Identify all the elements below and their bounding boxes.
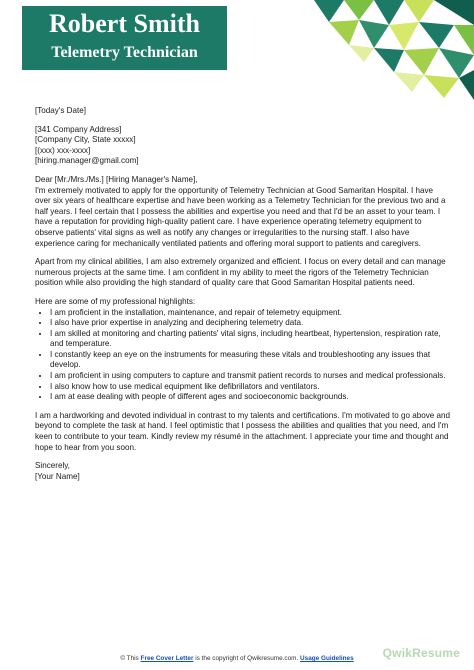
closing-paragraph: I am a hardworking and devoted individual in contrast to my talents and certifications. I'm motivated to go above and beyond to complete the task at hand. I feel optimistic that I possess the abilities and qualities that you need, and I'm keen to contribute to your team. Kindly review my résumé in the attachment. I appreciate your time and thought and hope to hear from you soon. [35,410,451,452]
highlight-item: • I am proficient in using computers to capture and transmit patient records to nurses and medical professionals. [50,371,450,382]
signoff: Sincerely, [35,461,70,471]
applicant-name: Robert Smith [49,9,200,38]
footer-middle: is the copyright of Qwikresume.com. [195,655,299,662]
highlight-item: • I also know how to use medical equipment like defibrillators and ventilators. [50,382,450,393]
salutation: Dear [Mr./Mrs./Ms.] [Hiring Manager's Name], [35,174,198,184]
highlight-item: • I am proficient in the installation, maintenance, and repair of telemetry equipment. [50,308,450,319]
paragraph: Apart from my clinical abilities, I am also extremely organized and efficient. I focus on every detail and can manage numerous projects at the same time. I am confident in my ability to meet the rigors of the Telemetry Technician position while also providing the high standard of quality care that Good Samaritan Hospital patients need. [35,257,446,288]
highlight-item: • I constantly keep an eye on the instruments for measuring these vitals and troubleshooting any issues that develop. [50,350,450,371]
address-line: [hiring.manager@gmail.com] [35,156,139,166]
paragraph: I'm extremely motivated to apply for the opportunity of Telemetry Technician at Good Samaritan Hospital. I have over six years of healthcare expertise and have been working as a Telemetry Technician for the previous two and a half years. I feel certain that I possess the abilities and expertise you need and that I'd be an asset to your team. I have a reputation for providing high-quality patient care. I have experience operating telemetry equipment to observe patients' vital signs as well as notify any changes or irregularities to the nursing staff. I also have experience caring for mechanically ventilated patients and offering moral support to patients and caregivers. [35,185,446,248]
copyright-footer [0,655,474,662]
address-line: [341 Company Address] [35,124,122,134]
highlight-item: • I also have prior expertise in analyzing and deciphering telemetry data. [50,318,450,329]
job-title: Telemetry Technician [51,44,198,61]
highlight-item: • I am at ease dealing with people of different ages and socioeconomic backgrounds. [50,392,450,403]
highlights-intro: Here are some of my professional highlights: [35,296,196,306]
decorative-triangle-pattern [254,0,474,100]
highlight-item: • I am skilled at monitoring and charting patients' vital signs, including heartbeat, hypertension, respiration rate, and temperature. [50,329,450,350]
name-banner [22,6,227,70]
address-line: [(xxx) xxx-xxxx] [35,145,91,155]
brand-watermark: QwikResume [382,646,460,660]
footer-prefix: © This [120,655,139,662]
letter-body [35,106,450,482]
highlights-list [35,308,450,403]
signature: [Your Name] [35,471,80,481]
address-line: [Company City, State xxxxx] [35,135,136,145]
letter-date: [Today's Date] [35,106,87,115]
free-cover-letter-link[interactable]: Free Cover Letter [140,655,194,662]
usage-guidelines-link[interactable]: Usage Guidelines [300,655,354,662]
